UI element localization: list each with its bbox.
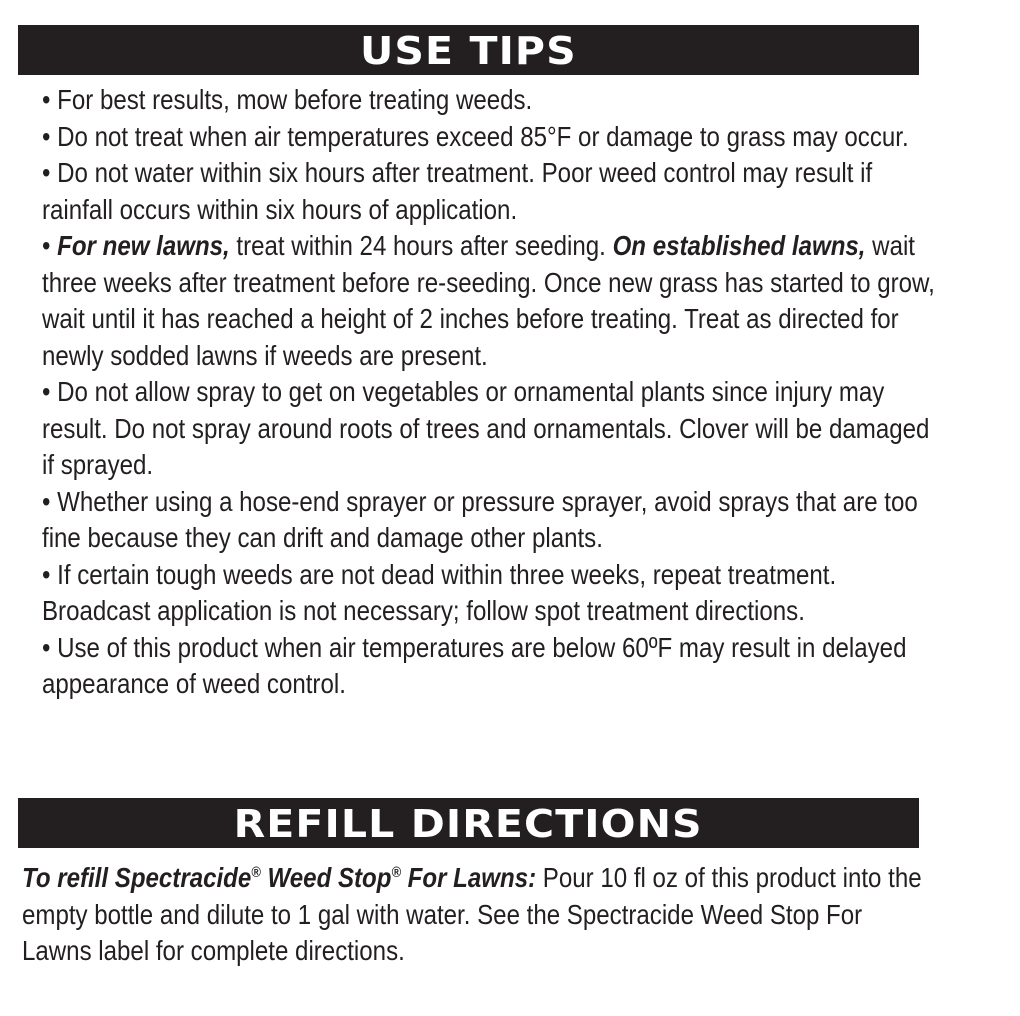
refill-lead-part: For Lawns: [400, 862, 537, 893]
use-tips-heading-banner [18, 25, 919, 75]
refill-body: Pour 10 fl oz of this product into the empty bottle and dilute to 1 gal with water. See the Spectracide Weed Stop For Lawns label for complete directions. [22, 862, 922, 966]
tip-item-5 [22, 374, 930, 484]
registered-mark: ® [251, 864, 261, 881]
tip-text: wait three weeks after treatment before re-seeding. Once new grass has started to grow, wait until it has reached a height of 2 inches before treating. Treat as directed for newly sodded lawns if weeds are present. [42, 230, 935, 371]
tip-text: Whether using a hose-end sprayer or pressure sprayer, avoid sprays that are too fine because they can drift and damage other plants. [42, 485, 918, 553]
tip-text: Do not water within six hours after treatment. Poor weed control may result if rainfall occurs within six hours of application. [42, 157, 873, 225]
tip-text: Do not treat when air temperatures exceed 85°F or damage to grass may occur. [57, 120, 909, 152]
tip-item-3 [22, 155, 927, 228]
bullet: • [42, 485, 51, 517]
bullet: • [42, 376, 51, 407]
refill-directions-heading-banner [18, 798, 919, 848]
refill-lead-part: Weed Stop [260, 862, 392, 893]
refill-directions-heading: REFILL DIRECTIONS [233, 802, 704, 846]
refill-lead [22, 862, 536, 893]
tip-emphasis-established-lawns: On established lawns, [612, 230, 866, 261]
tip-item-8 [22, 630, 927, 703]
tip-item-6 [22, 484, 927, 557]
refill-directions-text [22, 860, 929, 970]
tip-text: Use of this product when air temperatures are below 60ºF may result in delayed appearance of weed control. [42, 631, 907, 699]
refill-lead-part: To refill Spectracide [22, 862, 252, 893]
bullet: • [42, 157, 51, 188]
tip-emphasis-new-lawns: For new lawns, [57, 230, 230, 261]
tip-item-4 [22, 228, 935, 374]
use-tips-list [22, 82, 935, 703]
bullet: • [42, 631, 51, 663]
bullet: • [42, 230, 51, 261]
tip-text: If certain tough weeds are not dead within three weeks, repeat treatment. Broadcast application is not necessary; follow spot treatment directions. [42, 558, 837, 626]
tip-item-7 [22, 557, 927, 630]
tip-text: treat within 24 hours after seeding. [229, 230, 613, 261]
tip-item-2 [22, 119, 927, 156]
bullet: • [42, 558, 51, 590]
bullet: • [42, 84, 51, 115]
tip-text: For best results, mow before treating weeds. [57, 84, 533, 115]
registered-mark: ® [391, 864, 401, 881]
tip-text: Do not allow spray to get on vegetables or ornamental plants since injury may result. Do not spray around roots of trees and ornamentals. Clover will be damaged if sprayed. [42, 376, 930, 480]
bullet: • [42, 120, 51, 152]
tip-item-1 [22, 82, 927, 119]
use-tips-heading: USE TIPS [360, 29, 577, 73]
